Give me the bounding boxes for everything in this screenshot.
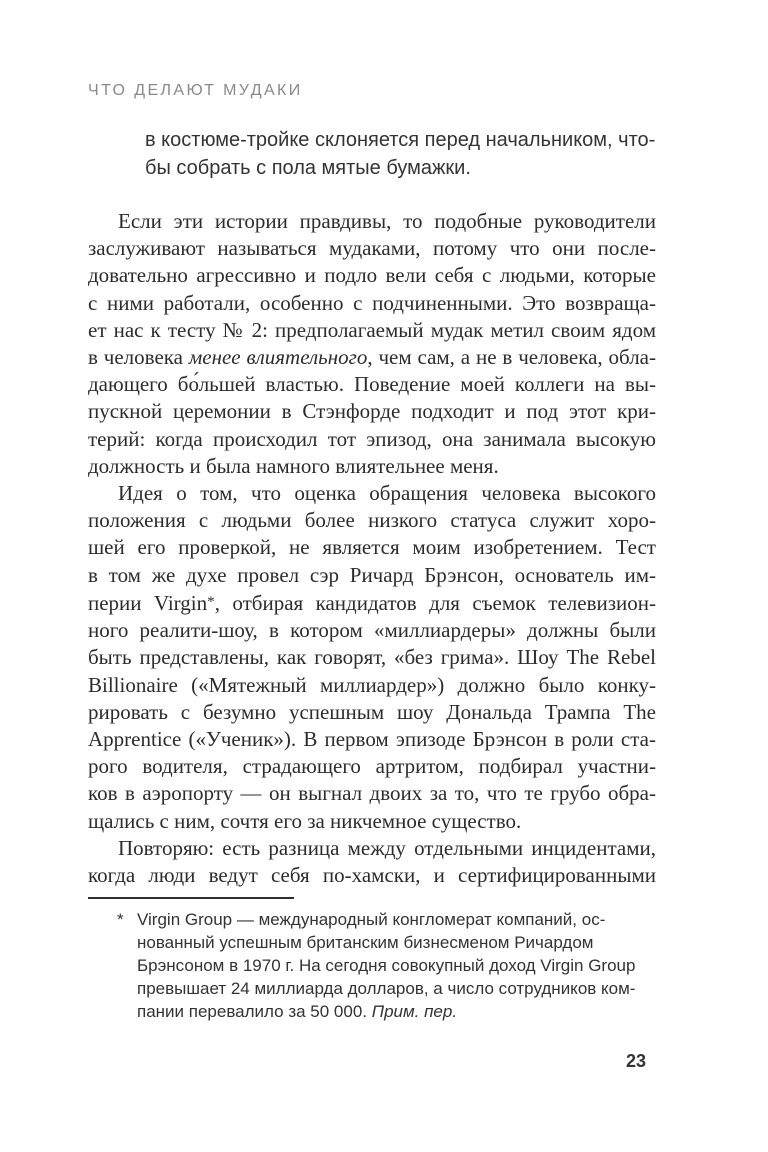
text-segment: рого водителя, страдающего артритом, подбирал участни- [88,754,656,779]
body-line [88,862,656,889]
text-segment: терий: когда происходил тот эпизод, она занимала высокую [88,426,656,451]
footnote-line [137,931,662,954]
body-line [88,262,656,289]
body-line [88,507,656,534]
quote-line: бы собрать с пола мятые бумажки. [145,157,471,179]
body-text [88,208,656,889]
body-line [88,780,656,807]
body-line [88,453,656,480]
quote-block [145,126,665,182]
text-segment: , отбирая кандидатов для съемок телевизион- [214,591,656,616]
text-segment: превышает 24 миллиарда долларов, а число сотрудников ком- [137,979,636,998]
body-line [88,562,656,589]
body-line [88,480,656,507]
body-line [88,589,656,617]
text-segment: * [207,593,215,610]
body-line [88,208,656,235]
body-line [88,835,656,862]
footnote-line [137,954,662,977]
text-segment: Повторяю: есть разница между отдельными инцидентами, [118,835,656,860]
body-line [88,617,656,644]
body-line [88,726,656,753]
body-line [88,672,656,699]
body-line [88,344,656,371]
text-segment: Virgin Group — международный конгломерат компаний, ос- [137,910,606,929]
quote-line: в костюме-тройке склоняется перед начальником, что- [145,129,656,151]
footnote-marker: * [117,910,124,929]
body-line [88,534,656,561]
text-segment: когда люди ведут себя по-хамски, и сертифицированными [88,863,656,888]
footnote-line [137,977,662,1000]
text-segment: нованный успешным британским бизнесменом Ричардом [137,933,594,952]
text-segment: Billionaire («Мятежный миллиардер») должно было конку- [88,672,656,697]
text-segment: заслуживают называться мудаками, потому что они после- [88,236,656,261]
text-segment: рировать с безумно успешным шоу Дональда Трампа The [88,699,656,724]
text-segment: ет нас к тесту № 2: предполагаемый мудак метил своим ядом [88,317,656,342]
body-line [88,753,656,780]
text-segment: в том же духе провел сэр Ричард Брэнсон, основатель им- [88,562,656,587]
text-segment: , чем сам, а не в человека, обла- [367,345,656,370]
body-line [88,426,656,453]
text-segment: менее влиятельного [188,345,368,370]
body-line [88,371,656,398]
body-line [88,290,656,317]
text-segment: положения с людьми более низкого статуса служит хоро- [88,508,656,533]
body-line [88,317,656,344]
text-segment: довательно агрессивно и подло вели себя с людьми, которые [88,263,656,288]
text-segment: должность и была намного влиятельнее меня. [88,453,499,478]
footnote [117,908,662,1023]
text-segment: Брэнсоном в 1970 г. На сегодня совокупный доход Virgin Group [137,956,636,975]
text-segment: Если эти истории правдивы, то подобные руководители [118,209,656,233]
text-segment: с ними работали, особенно с подчиненными. Это возвраща- [88,290,656,315]
footnote-line [117,908,662,931]
footnote-separator [88,897,294,899]
text-segment: Прим. пер. [371,1002,458,1021]
text-segment: перии Virgin [88,591,208,616]
body-line [88,235,656,262]
text-segment: ков в аэропорту — он выгнал двоих за то, что те грубо обра- [88,781,656,806]
text-segment: шей его проверкой, не является моим изобретением. Тест [88,535,656,560]
footnote-line [137,1000,662,1023]
text-segment: пании перевалило за 50 000. [137,1002,372,1021]
page-number: 23 [626,1051,647,1071]
text-segment: Идея о том, что оценка обращения человека высокого [118,481,656,506]
text-segment: пускной церемонии в Стэнфорде подходит и под этот кри- [88,399,656,424]
text-segment: дающего бо́льшей властью. Поведение моей коллеги на вы- [88,372,656,397]
text-segment: Apprentice («Ученик»). В первом эпизоде Брэнсон в роли ста- [88,727,656,752]
text-segment: в человека [88,345,189,370]
text-segment: щались с ним, сочтя его за никчемное существо. [88,808,522,833]
body-line [88,644,656,671]
body-line [88,808,656,835]
running-head: ЧТО ДЕЛАЮТ МУДАКИ [88,82,303,99]
text-segment: ного реалити-шоу, в котором «миллиардеры» должны были [88,618,656,643]
body-line [88,398,656,425]
body-line [88,699,656,726]
text-segment: быть представлены, как говорят, «без грима». Шоу The Rebel [88,645,656,670]
